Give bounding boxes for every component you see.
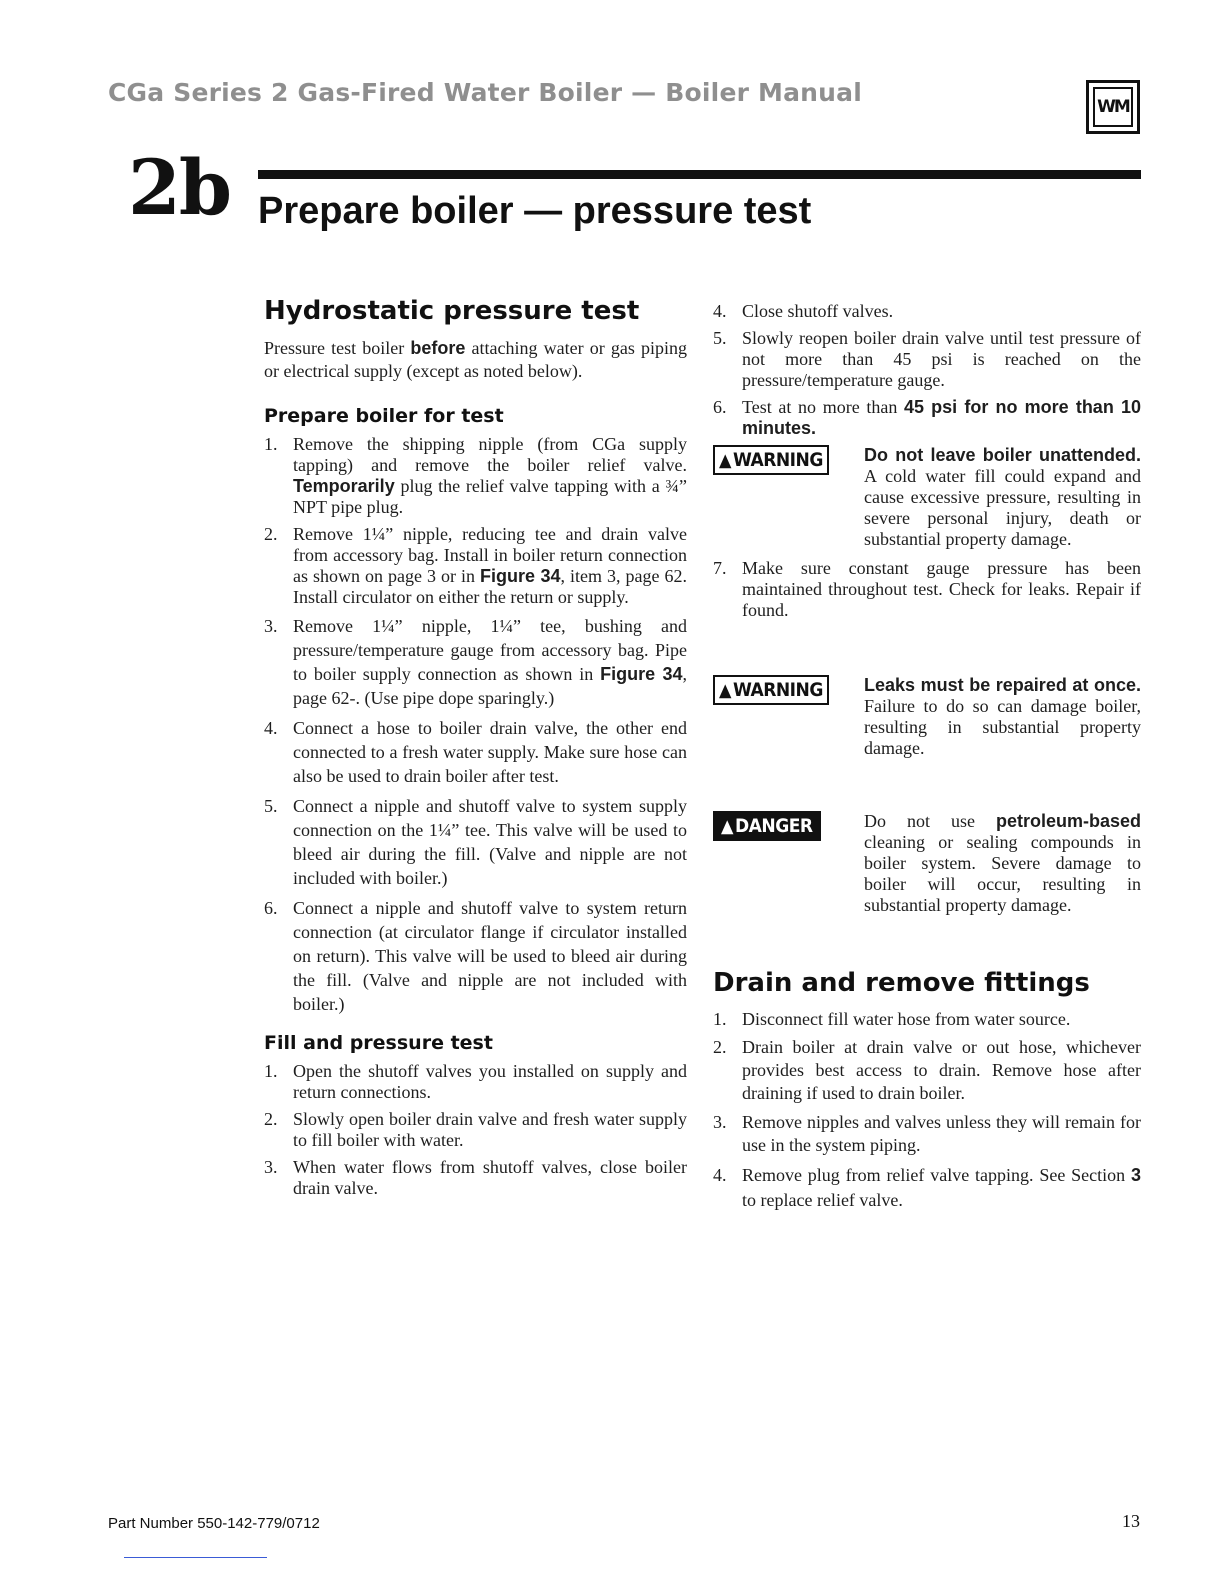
list-item: 4. Remove plug from relief valve tapping. See Section 3 to replace relief valve.: [713, 1165, 1141, 1211]
prepare-steps: [264, 434, 687, 1016]
warning-notice-unattended: [713, 445, 1141, 550]
fill-steps-right: [713, 301, 1141, 439]
danger-message: Do not use petroleum-based cleaning or sealing compounds in boiler system. Severe damage to boiler will occur, resulting in substantial property damage.: [864, 811, 1141, 915]
warning-notice-leaks: [713, 675, 1141, 759]
section-number: 2b: [128, 143, 231, 232]
drain-steps: [713, 1009, 1141, 1213]
manual-title: CGa Series 2 Gas-Fired Water Boiler — Boiler Manual: [108, 78, 863, 107]
list-item: 6. Test at no more than 45 psi for no more than 10 minutes.: [713, 397, 1141, 438]
list-item: 4. Close shutoff valves.: [713, 301, 894, 321]
list-item: 2. Remove 1¼” nipple, reducing tee and drain valve from accessory bag. Install in boiler return connection as shown on page 3 or in Figure 34, item 3, page 62. Install circulator on either the return or supply.: [264, 523, 687, 607]
warning-triangle-icon: ▲: [719, 679, 731, 701]
right-column: [713, 301, 1141, 1219]
left-column: [264, 296, 687, 1205]
link-underline: [124, 1557, 267, 1558]
list-item: 1. Remove the shipping nipple (from CGa supply tapping) and remove the boiler relief valve. Temporarily plug the relief valve tapping with a ¾” NPT pipe plug.: [264, 433, 687, 517]
list-item: 2. Slowly open boiler drain valve and fresh water supply to fill boiler with water.: [264, 1108, 687, 1150]
list-item: 1. Open the shutoff valves you installed on supply and return connections.: [264, 1060, 687, 1102]
weil-mclain-logo: [1086, 80, 1140, 134]
warning-badge: ▲ WARNING: [713, 445, 829, 475]
section-title: Prepare boiler — pressure test: [258, 190, 812, 232]
logo-text: WM: [1093, 87, 1133, 127]
hydrostatic-heading: Hydrostatic pressure test: [264, 296, 640, 326]
list-item: 3. When water flows from shutoff valves, close boiler drain valve.: [264, 1156, 687, 1198]
list-item: 2. Drain boiler at drain valve or out hose, whichever provides best access to drain. Remove hose after draining if used to drain boiler.: [713, 1037, 1141, 1104]
list-item: 3. Remove 1¼” nipple, 1¼” tee, bushing and pressure/temperature gauge from accessory bag. Pipe to boiler supply connection as shown in Figure 34, page 62-. (Use pipe dope sparingly.): [264, 615, 687, 708]
hydrostatic-intro: Pressure test boiler before attaching water or gas piping or electrical supply (except as noted below).: [264, 338, 687, 382]
warning-badge: ▲ WARNING: [713, 675, 829, 705]
list-item: 1. Disconnect fill water hose from water source.: [713, 1009, 1071, 1030]
warning-triangle-icon: ▲: [719, 449, 731, 471]
prepare-heading: Prepare boiler for test: [264, 405, 504, 428]
list-item: 5. Slowly reopen boiler drain valve until test pressure of not more than 45 psi is reached on the pressure/temperature gauge.: [713, 328, 1141, 390]
warning-message: Leaks must be repaired at once. Failure to do so can damage boiler, resulting in substantial property damage.: [864, 675, 1141, 758]
list-item: 5. Connect a nipple and shutoff valve to system supply connection on the 1¼” tee. This valve will be used to bleed air during the fill. (Valve and nipple are not included with boiler.): [264, 795, 687, 888]
list-item: 3. Remove nipples and valves unless they will remain for use in the system piping.: [713, 1112, 1141, 1156]
danger-triangle-icon: ▲: [721, 815, 733, 837]
list-item: 7. Make sure constant gauge pressure has been maintained throughout test. Check for leaks. Repair if found.: [713, 558, 1141, 620]
fill-step-7: [713, 558, 1141, 621]
drain-heading: Drain and remove fittings: [713, 968, 1090, 998]
danger-badge: ▲ DANGER: [713, 811, 821, 841]
warning-message: Do not leave boiler unattended. A cold water fill could expand and cause excessive pressure, resulting in severe personal injury, death or substantial property damage.: [864, 445, 1141, 549]
fill-heading: Fill and pressure test: [264, 1031, 493, 1054]
part-number: Part Number 550-142-779/0712: [108, 1515, 320, 1532]
list-item: 6. Connect a nipple and shutoff valve to system return connection (at circulator flange if circulator installed on return). This valve will be used to bleed air during the fill. (Valve and nipple are not included with boiler.): [264, 897, 687, 1014]
section-rule: [258, 170, 1141, 179]
danger-notice: [713, 811, 1141, 916]
fill-steps-left: [264, 1061, 687, 1199]
page-number: 13: [1122, 1511, 1140, 1531]
list-item: 4. Connect a hose to boiler drain valve, the other end connected to a fresh water supply. Make sure hose can also be used to drain boiler after test.: [264, 717, 687, 786]
